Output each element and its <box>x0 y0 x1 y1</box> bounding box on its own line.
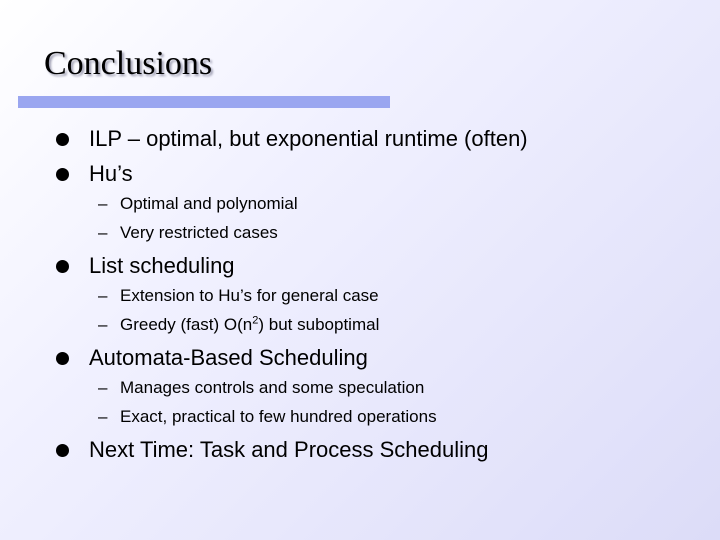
bullet-dot-icon <box>56 260 69 273</box>
dash-marker: – <box>98 223 108 242</box>
slide-title: Conclusions <box>44 45 213 82</box>
sub-bullet-text: Manages controls and some speculation <box>120 378 425 397</box>
dash-marker: – <box>98 378 108 397</box>
sub-bullet-text: Optimal and polynomial <box>120 194 298 213</box>
bullet-dot-icon <box>56 444 69 457</box>
title-underline-bar <box>18 96 390 108</box>
bullet-ilp <box>56 124 528 154</box>
bullet-text: Automata-Based Scheduling <box>89 345 368 370</box>
greedy-prefix: Greedy (fast) O(n <box>120 315 253 334</box>
bullet-list-scheduling <box>56 251 235 281</box>
bullet-text: Next Time: Task and Process Scheduling <box>89 437 489 462</box>
sub-bullet-text: Extension to Hu’s for general case <box>120 286 379 305</box>
sub-bullet-text: Very restricted cases <box>120 223 278 242</box>
sub-bullet <box>98 405 437 429</box>
bullet-dot-icon <box>56 352 69 365</box>
bullet-next-time <box>56 435 488 465</box>
dash-marker: – <box>98 407 108 426</box>
bullet-automata <box>56 343 368 373</box>
dash-marker: – <box>98 194 108 213</box>
dash-marker: – <box>98 286 108 305</box>
sub-bullet-text: Exact, practical to few hundred operations <box>120 407 437 426</box>
sub-bullet <box>98 221 278 245</box>
bullet-text: ILP – optimal, but exponential runtime (often) <box>89 126 528 151</box>
sub-bullet <box>98 192 298 216</box>
greedy-suffix: ) but suboptimal <box>258 315 380 334</box>
sub-bullet-text-greedy <box>120 313 379 337</box>
sub-bullet <box>98 376 424 400</box>
sub-bullet <box>98 313 379 337</box>
exponent: 2 <box>252 314 259 327</box>
sub-bullet <box>98 284 379 308</box>
bullet-dot-icon <box>56 133 69 146</box>
bullet-text: List scheduling <box>89 253 235 278</box>
dash-marker: – <box>98 315 108 334</box>
bullet-dot-icon <box>56 168 69 181</box>
bullet-text: Hu’s <box>89 161 133 186</box>
bullet-hus <box>56 159 133 189</box>
